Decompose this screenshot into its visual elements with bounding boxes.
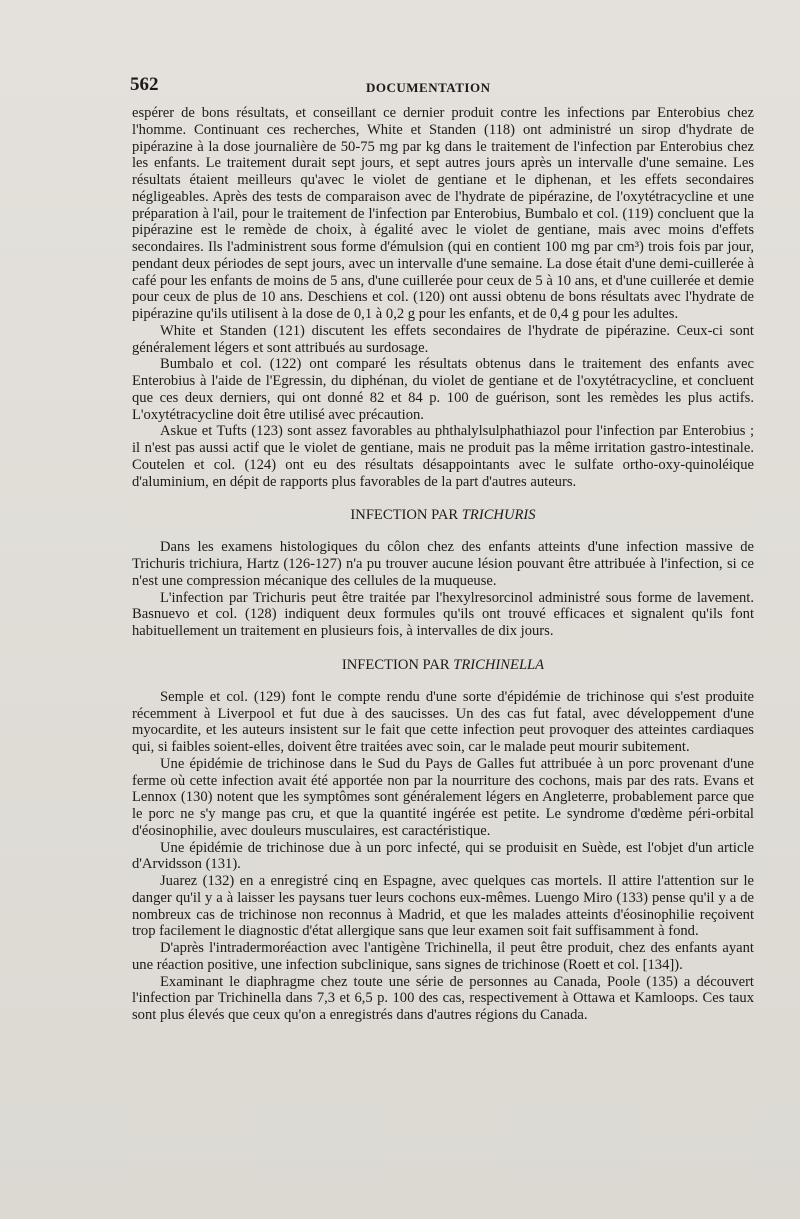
paragraph: Bumbalo et col. (122) ont comparé les résultats obtenus dans le traitement des enfants avec Enterobius à l'aide de l'Egressin, du diphénan, du violet de gentiane et de l'oxytétracycline, et concluent que ces deux derniers, qui ont donné 82 et 84 p. 100 de guérison, sont les remèdes les plus actifs. L'oxytétracycline doit être utilisé avec précaution. xyxy=(132,356,754,423)
body-text xyxy=(132,105,754,1024)
section-heading-trichuris xyxy=(132,507,754,524)
paragraph: Dans les examens histologiques du côlon chez des enfants atteints d'une infection massive de Trichuris trichiura, Hartz (126-127) n'a pu trouver aucune lésion pouvant être attribuée à l'infection, si ce n'est une compression mécanique des cellules de la muqueuse. xyxy=(132,539,754,589)
section-heading-trichinella xyxy=(132,657,754,674)
paragraph: Semple et col. (129) font le compte rendu d'une sorte d'épidémie de trichinose qui s'est produite récemment à Liverpool et fut due à des saucisses. Un des cas fut fatal, avec développement d'une myocardite, et les auteurs insistent sur le fait que cette infection peut provoquer des atteintes cardiaques qui, si faibles soient-elles, doivent être traitées avec soin, car le malade peut mourir subitement. xyxy=(132,688,754,755)
paragraph: Examinant le diaphragme chez toute une série de personnes au Canada, Poole (135) a découvert l'infection par Trichinella dans 7,3 et 6,5 p. 100 des cas, respectivement à Ottawa et Kamloops. Ces taux sont plus élevés que ceux qu'on a enregistrés dans d'autres régions du Canada. xyxy=(132,973,754,1023)
paragraph: Une épidémie de trichinose due à un porc infecté, qui se produisit en Suède, est l'objet d'un article d'Arvidsson (131). xyxy=(132,839,754,873)
heading-genus: TRICHURIS xyxy=(461,507,536,524)
paragraph: espérer de bons résultats, et conseillant ce dernier produit contre les infections par Enterobius chez l'homme. Continuant ces recherches, White et Standen (118) ont administré un sirop d'hydrate de pipérazine à la dose journalière de 50-75 mg par kg dans le traitement de l'infection par Enterobius chez les enfants. Le traitement durait sept jours, et sept autres jours après un intervalle d'une semaine. Les résultats étaient meilleurs qu'avec le violet de gentiane et le diphenan, et les effets secondaires négligeables. Après des tests de comparaison avec de l'hydrate de pipérazine, de l'oxytétracycline et une préparation à l'ail, pour le traitement de l'infection par Enterobius, Bumbalo et col. (119) concluent que la pipérazine est le remède de choix, à égalité avec le violet de gentiane, mais avec moins d'effets secondaires. Ils l'administrent sous forme d'émulsion (qui en contient 100 mg par cm³) trois fois par jour, pendant deux périodes de sept jours, avec un intervalle d'une semaine. La dose était d'une demi-cuillerée à café pour les enfants de moins de 5 ans, d'une cuillerée pour ceux de 5 à 10 ans, et d'une cuillerée et demie pour ceux de plus de 10 ans. Deschiens et col. (120) ont aussi obtenu de bons résultats avec l'hydrate de pipérazine qu'ils utilisent à la dose de 0,1 à 0,2 g pour les enfants, et de 0,4 g pour les adultes. xyxy=(132,105,755,322)
heading-prefix: INFECTION PAR xyxy=(341,656,454,673)
heading-prefix: INFECTION PAR xyxy=(350,507,462,524)
running-title: DOCUMENTATION xyxy=(366,80,491,95)
page-header xyxy=(130,74,762,98)
paragraph: Juarez (132) en a enregistré cinq en Espagne, avec quelques cas mortels. Il attire l'attention sur le danger qu'il y a à laisser les paysans tuer leurs cochons eux-mêmes. Luengo Miro (133) pense qu'il y a de nombreux cas de trichinose non reconnus à Madrid, et que les malades atteints d'éosinophilie reçoivent trop facilement le diagnostic d'état allergique sans que leur examen soit fait suffisamment à fond. xyxy=(132,873,754,940)
paragraph: Askue et Tufts (123) sont assez favorables au phthalylsulphathiazol pour l'infection par Enterobius ; il n'est pas aussi actif que le violet de gentiane, mais ne produit pas la même irritation gastro-intestinale. Coutelen et col. (124) ont eu des résultats désappointants avec le sulfate ortho-oxy-quinoléique d'aluminium, en dépit de rapports plus favorables de la part d'autres auteurs. xyxy=(132,423,754,490)
paragraph: L'infection par Trichuris peut être traitée par l'hexylresorcinol administré sous forme de lavement. Basnuevo et col. (128) indiquent deux formules qu'ils ont trouvé efficaces et signalent qu'ils font habituellement un traitement en plusieurs fois, à intervalles de dix jours. xyxy=(132,589,754,639)
paragraph: White et Standen (121) discutent les effets secondaires de l'hydrate de pipérazine. Ceux-ci sont généralement légers et sont attribués au surdosage. xyxy=(132,322,754,356)
paragraph: D'après l'intradermoréaction avec l'antigène Trichinella, il peut être produit, chez des enfants ayant une réaction positive, une infection subclinique, sans signes de trichinose (Roett et col. [134]). xyxy=(132,940,754,973)
paragraph: Une épidémie de trichinose dans le Sud du Pays de Galles fut attribuée à un porc provenant d'une ferme où cette infection avait été apportée non par la nourriture des cochons, mais par des rats. Evans et Lennox (130) notent que les symptômes sont généralement légers en Angleterre, probablement parce que le porc ne s'y mange pas cru, et que la quantité ingérée est petite. Le syndrome d'œdème péri-orbital d'éosinophilie, avec douleurs musculaires, est caractéristique. xyxy=(132,755,754,839)
page-number: 562 xyxy=(130,74,159,95)
heading-genus: TRICHINELLA xyxy=(453,656,545,673)
